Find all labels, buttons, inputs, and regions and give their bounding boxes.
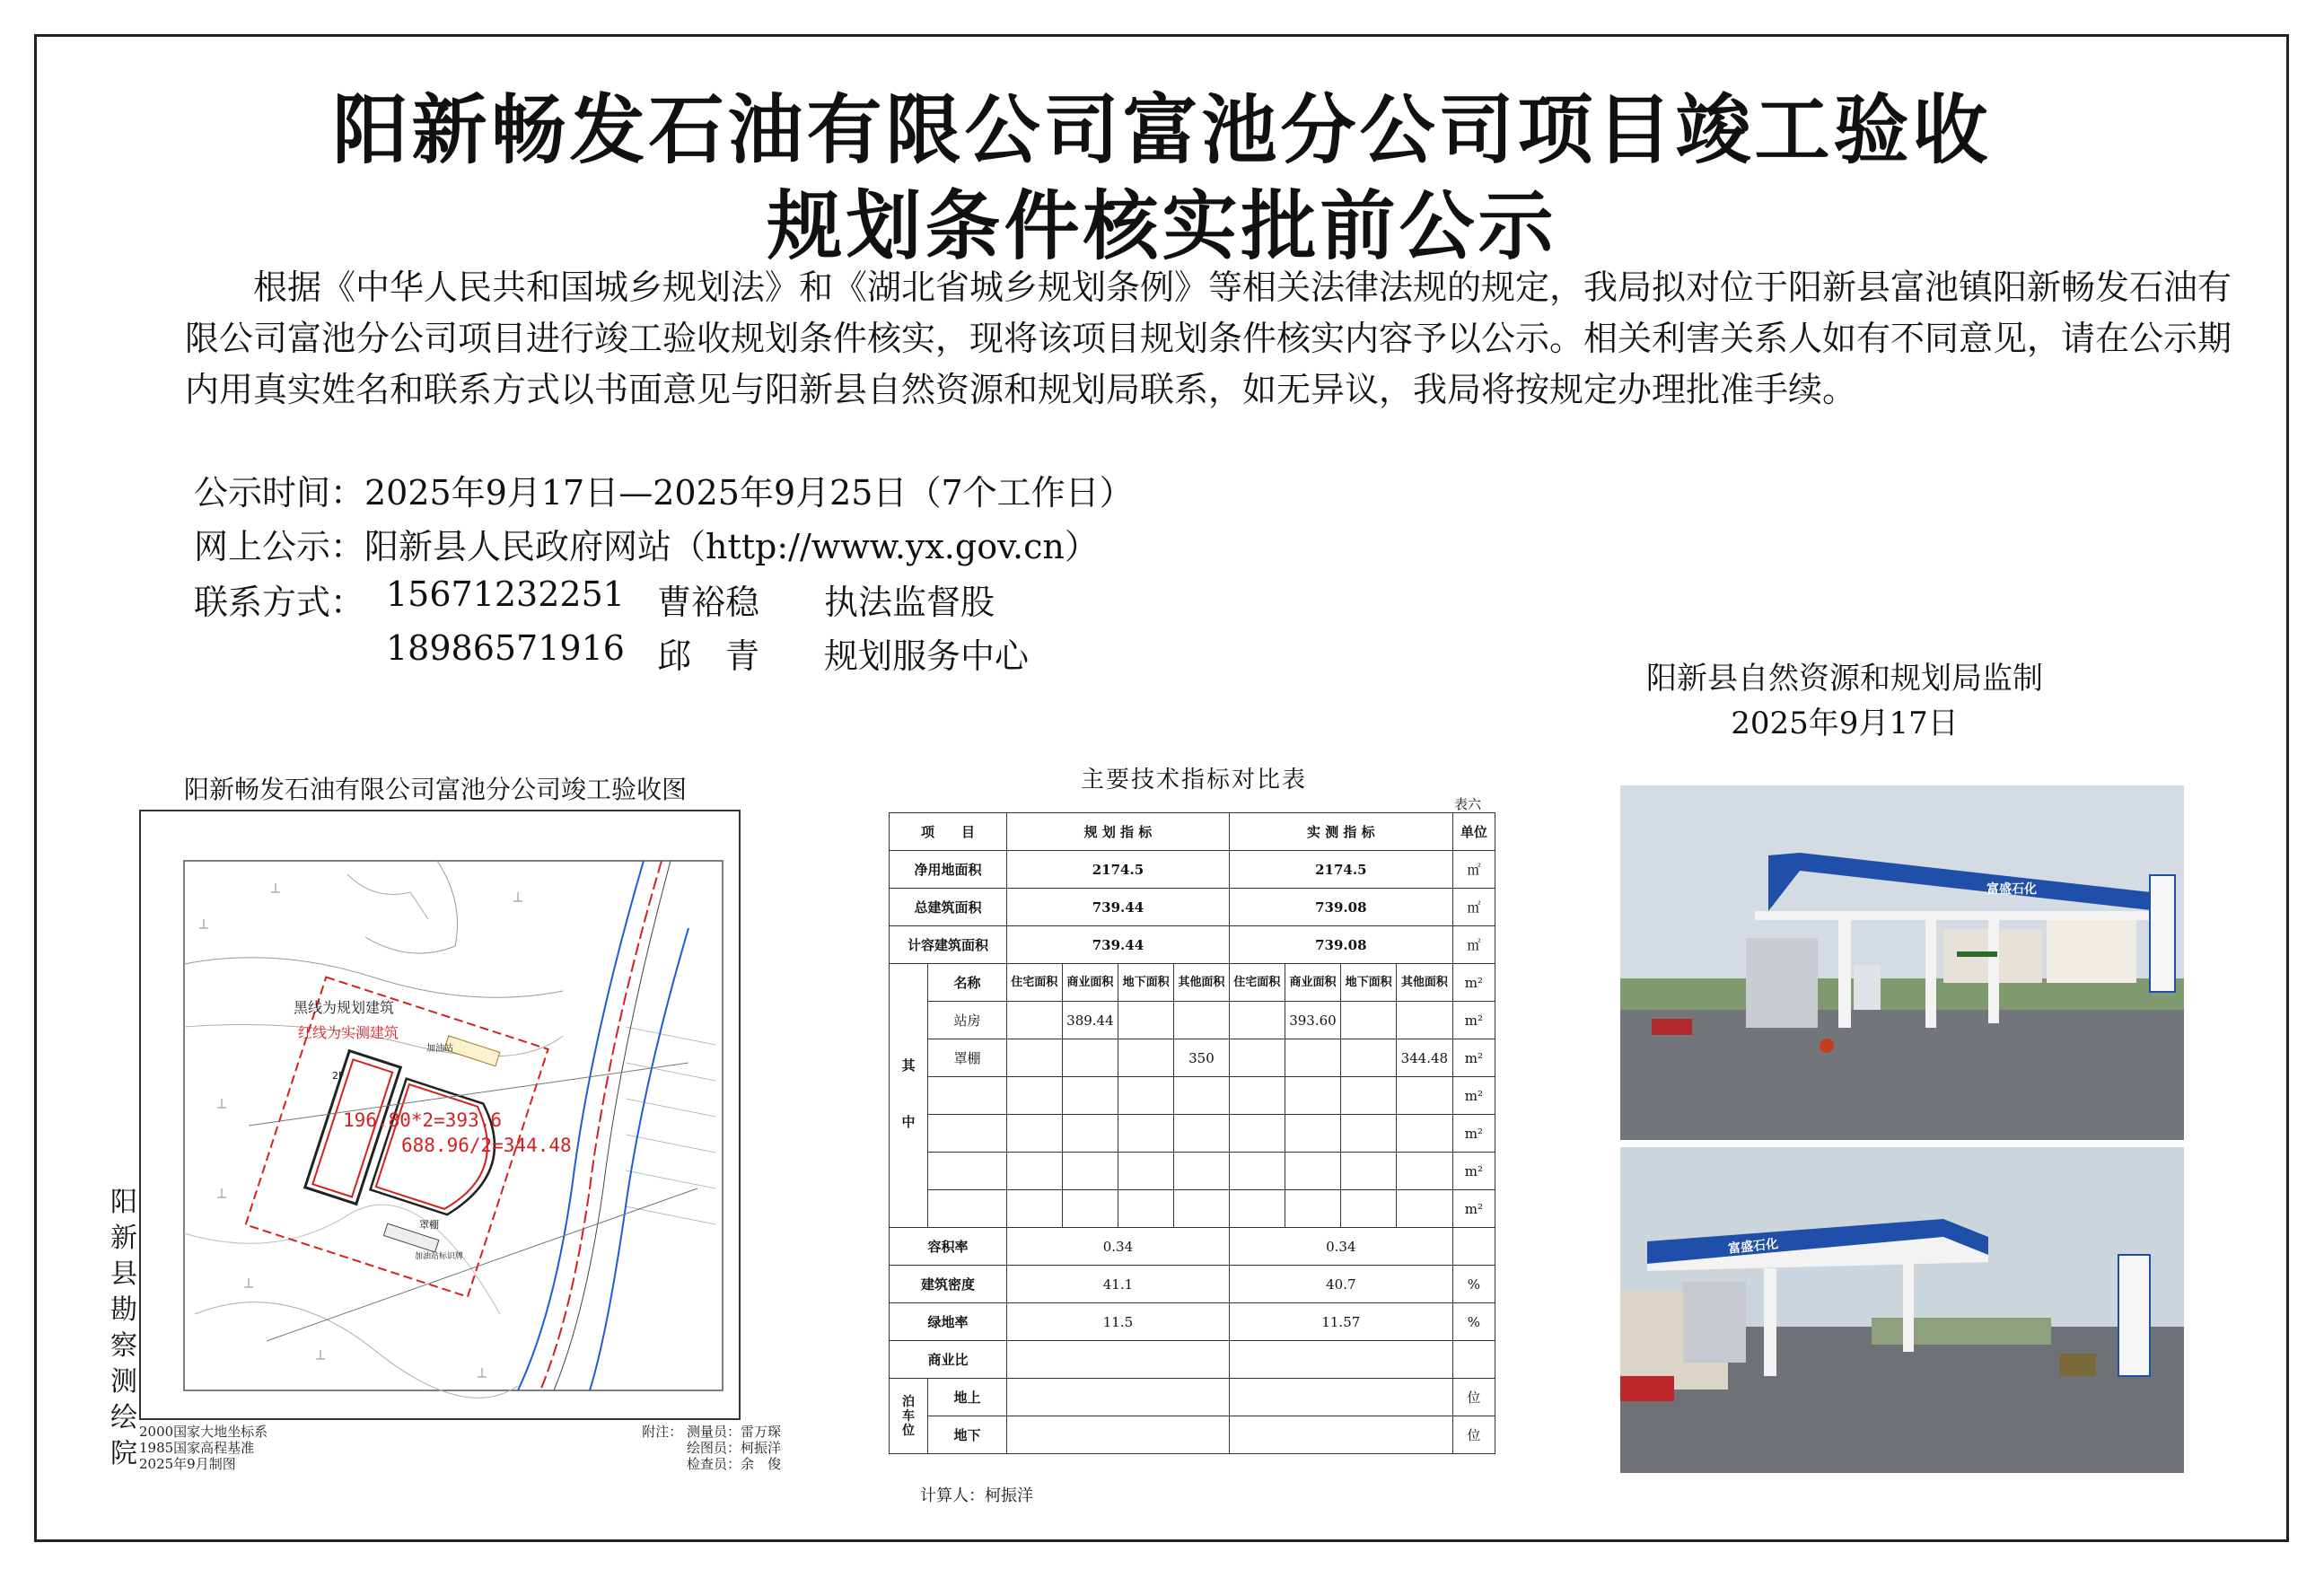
sub-header: 其他面积: [1173, 964, 1229, 1002]
row-unit: 位: [1452, 1416, 1495, 1454]
row-item: 地下: [928, 1416, 1007, 1454]
sub-header: 名称: [928, 964, 1007, 1002]
legend-red: 红线为实测建筑: [298, 1024, 399, 1041]
parking-label: 泊车位: [890, 1379, 928, 1454]
map-notes-right: [628, 1424, 781, 1472]
header-unit: 单位: [1452, 813, 1495, 851]
row-unit: ㎡: [1452, 926, 1495, 964]
vertical-char: 阳: [110, 1187, 137, 1218]
table-row: [890, 1266, 1495, 1303]
map-note: 检查员：余 俊: [686, 1456, 781, 1472]
map-note: 2025年9月制图: [139, 1456, 236, 1472]
table-row: [890, 1190, 1495, 1228]
indicator-table: [889, 812, 1495, 1454]
cell: [1396, 1002, 1452, 1039]
row-plan: 2174.5: [1006, 851, 1229, 889]
vertical-char: 察: [110, 1330, 137, 1362]
cell: 350: [1173, 1039, 1229, 1077]
sub-unit: m²: [1452, 1002, 1495, 1039]
surveyor-vertical-label: [106, 1185, 142, 1472]
header-actual: 实 测 指 标: [1229, 813, 1452, 851]
site-plan-map: [139, 810, 741, 1420]
table-row: [890, 1115, 1495, 1153]
row-unit: %: [1452, 1266, 1495, 1303]
sub-header: 地下面积: [1341, 964, 1397, 1002]
row-actual: 11.57: [1229, 1303, 1452, 1341]
row-unit: %: [1452, 1303, 1495, 1341]
row-item: 计容建筑面积: [890, 926, 1007, 964]
table-number: 表六: [1454, 796, 1482, 812]
issue-date: 2025年9月17日: [1731, 706, 1959, 741]
notice-period: 公示时间：2025年9月17日—2025年9月25日（7个工作日）: [194, 473, 1134, 513]
row-plan: 41.1: [1006, 1266, 1229, 1303]
contact-name-2: 邱 青: [657, 636, 760, 676]
label-canopy: 罩棚: [419, 1219, 439, 1231]
header-plan: 规 划 指 标: [1006, 813, 1229, 851]
sub-unit: m²: [1452, 1077, 1495, 1115]
map-note: 2000国家大地坐标系: [139, 1424, 268, 1440]
online-notice: 网上公示：阳新县人民政府网站（http://www.yx.gov.cn）: [194, 527, 1099, 566]
table-row: [890, 1416, 1495, 1454]
contact-label: 联系方式：: [194, 583, 365, 622]
row-plan: 739.44: [1006, 889, 1229, 926]
cell: [1173, 1002, 1229, 1039]
table-row: [890, 964, 1495, 1002]
map-note: 附注： 测量员：雷万琛: [642, 1424, 781, 1440]
table-row: [890, 1077, 1495, 1115]
vertical-char: 院: [110, 1438, 137, 1469]
sub-unit: m²: [1452, 1115, 1495, 1153]
table-title: 主要技术指标对比表: [1080, 767, 1307, 793]
map-note: 绘图员：柯振洋: [686, 1440, 781, 1456]
row-actual: 739.08: [1229, 889, 1452, 926]
site-photo-side: [1620, 1147, 2184, 1473]
vertical-char: 勘: [110, 1294, 137, 1326]
notice-title-line2: 规划条件核实批前公示: [767, 182, 1557, 270]
table-row: [890, 851, 1495, 889]
table-row: [890, 1039, 1495, 1077]
sub-header: 其他面积: [1396, 964, 1452, 1002]
cell: [1062, 1039, 1118, 1077]
vertical-char: 新: [110, 1223, 137, 1254]
gas-station-photo-1: [1620, 785, 2184, 1140]
sub-name: 罩棚: [928, 1039, 1007, 1077]
label-sign: 加油站标识牌: [415, 1252, 464, 1261]
table-row: [890, 1153, 1495, 1190]
sub-header: 商业面积: [1285, 964, 1341, 1002]
vertical-char: 测: [110, 1366, 137, 1398]
sub-header: 住宅面积: [1229, 964, 1285, 1002]
notice-body: [185, 262, 2241, 416]
contact-name-1: 曹裕稳: [657, 583, 760, 622]
notice-body-text: 根据《中华人民共和国城乡规划法》和《湖北省城乡规划条例》等相关法律法规的规定，我局拟对位于阳新县富池镇阳新畅发石油有限公司富池分公司项目进行竣工验收规划条件核实，现将该项目规划条件核实内容予以公示。相关利害关系人如有不同意见，请在公示期内用真实姓名和联系方式以书面意见与阳新县自然资源和规划局联系，如无异议，我局将按规定办理批准手续。: [185, 267, 2232, 409]
row-plan: 11.5: [1006, 1303, 1229, 1341]
sub-name: 站房: [928, 1002, 1007, 1039]
table-row: [890, 1228, 1495, 1266]
label-tank: 加油站: [426, 1044, 453, 1054]
row-plan: 739.44: [1006, 926, 1229, 964]
contact-dept-1: 执法监督股: [824, 583, 995, 622]
table-row: [890, 1379, 1495, 1416]
row-unit: ㎡: [1452, 889, 1495, 926]
row-unit: [1452, 1228, 1495, 1266]
vertical-char: 绘: [110, 1402, 137, 1433]
legend-black: 黑线为规划建筑: [294, 999, 395, 1016]
table-row: [890, 813, 1495, 851]
table-row: [890, 889, 1495, 926]
contact-phone-1: 15671232251: [386, 574, 625, 614]
site-photo-front: [1620, 785, 2184, 1140]
row-item: 绿地率: [890, 1303, 1007, 1341]
vertical-char: 县: [110, 1258, 137, 1290]
canopy-brand-text: 富盛石化: [1727, 1237, 1779, 1257]
cell: 393.60: [1285, 1002, 1341, 1039]
sub-header: 商业面积: [1062, 964, 1118, 1002]
notice-title-line1: 阳新畅发石油有限公司富池分公司项目竣工验收: [332, 86, 1992, 174]
sub-unit: m²: [1452, 1190, 1495, 1228]
row-plan: 0.34: [1006, 1228, 1229, 1266]
row-item: 总建筑面积: [890, 889, 1007, 926]
issuer: 阳新县自然资源和规划局监制: [1646, 661, 2043, 697]
cell: [1285, 1039, 1341, 1077]
map-notes-left: [139, 1424, 267, 1472]
qizhong-label: 其 中: [890, 964, 928, 1228]
header-item: 项 目: [890, 813, 1007, 851]
cell: 344.48: [1396, 1039, 1452, 1077]
cell: 389.44: [1062, 1002, 1118, 1039]
label-floor: 2F: [332, 1070, 345, 1082]
row-unit: 位: [1452, 1379, 1495, 1416]
map-title: 阳新畅发石油有限公司富池分公司竣工验收图: [184, 775, 688, 804]
row-actual: 40.7: [1229, 1266, 1452, 1303]
gas-station-photo-2: [1620, 1147, 2184, 1473]
table-row: [890, 1341, 1495, 1379]
map-note: 1985国家高程基准: [139, 1440, 255, 1456]
table-row: [890, 1303, 1495, 1341]
row-item: 商业比: [890, 1341, 1007, 1379]
calc-canopy-area: 688.96/2=344.48: [401, 1135, 572, 1156]
sub-unit: m²: [1452, 1153, 1495, 1190]
row-item: 地上: [928, 1379, 1007, 1416]
row-actual: 0.34: [1229, 1228, 1452, 1266]
canopy-brand-text: 富盛石化: [1986, 882, 2037, 897]
sub-header: 住宅面积: [1006, 964, 1062, 1002]
row-item: 净用地面积: [890, 851, 1007, 889]
row-item: 建筑密度: [890, 1266, 1007, 1303]
table-row: [890, 1002, 1495, 1039]
row-item: 容积率: [890, 1228, 1007, 1266]
sub-header: 地下面积: [1118, 964, 1174, 1002]
row-unit: ㎡: [1452, 851, 1495, 889]
contact-dept-2: 规划服务中心: [824, 636, 1030, 676]
table-calculator: 计算人：柯振洋: [920, 1486, 1033, 1505]
sub-unit: m²: [1452, 1039, 1495, 1077]
contact-phone-2: 18986571916: [386, 628, 625, 668]
sub-unit: m²: [1452, 964, 1495, 1002]
calc-station-area: 196.80*2=393.6: [343, 1109, 503, 1131]
row-actual: 739.08: [1229, 926, 1452, 964]
table-row: [890, 926, 1495, 964]
row-actual: 2174.5: [1229, 851, 1452, 889]
